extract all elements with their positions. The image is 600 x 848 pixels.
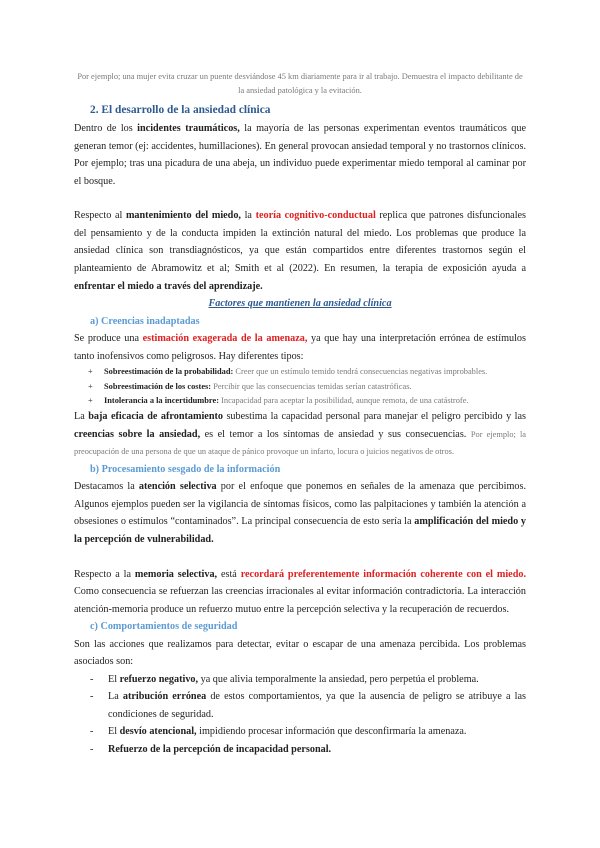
- plus-marker: +: [88, 395, 93, 405]
- subheading-biased-processing: b) Procesamiento sesgado de la información: [90, 463, 281, 475]
- intro-example-note: Por ejemplo; una mujer evita cruzar un puente desviándose 45 km diariamente para ir al trabajo. Demuestra el impacto debilitante de la ansiedad patológica y la evitación.: [77, 72, 523, 96]
- plus-marker: +: [88, 367, 93, 377]
- safety-problems-list: [74, 671, 526, 759]
- bold-term: atención selectiva: [138, 481, 217, 493]
- plus-marker: +: [88, 381, 93, 391]
- bold-term: enfrentar el miedo a través del aprendizaje.: [74, 280, 263, 292]
- list-item: + Sobreestimación de los costes: Percibir que las consecuencias temidas serían catastróficas.: [74, 380, 526, 394]
- list-item: - El desvío atencional, impidiendo procesar información que desconfirmaría la amenaza.: [74, 723, 526, 741]
- paragraph-fear-maintenance: Respecto al mantenimiento del miedo, la teoría cognitivo-conductual replica que patrones disfuncionales del pensamiento y de la conducta impiden la extinción natural del miedo. Los problemas que produce la ansiedad clínica son transdiagnósticos, ya que están compartidos entre diferentes trastornos según el planteamiento de Abramowitz et al; Smith et al (2022). En resumen, la terapia de exposición ayuda a enfrentar el miedo a través del aprendizaje.: [74, 210, 527, 292]
- page-content: [74, 70, 526, 759]
- list-item: + Sobreestimación de la probabilidad: Creer que un estímulo temido tendrá consecuencias negativas improbables.: [74, 365, 526, 379]
- paragraph-coping-efficacy: La baja eficacia de afrontamiento subestima la capacidad personal para manejar el peligro percibido y las creencias sobre la ansiedad, es el temor a los síntomas de ansiedad y sus consecuencias. Por ejemplo; la preocupación de una persona de que un ataque de pánico provoque un infarto, locura o juicios negativos de otros.: [74, 411, 527, 457]
- bold-term: mantenimiento del miedo,: [125, 210, 241, 222]
- paragraph-safety-behaviors: Son las acciones que realizamos para detectar, evitar o escapar de una amenaza percibida. Los problemas asociados son:: [74, 638, 526, 668]
- subheading-safety-behaviors: c) Comportamientos de seguridad: [90, 621, 238, 633]
- bold-term: baja eficacia de afrontamiento: [88, 411, 223, 423]
- paragraph-selective-attention: Destacamos la atención selectiva por el enfoque que ponemos en señales de la amenaza que percibimos. Algunos ejemplos pueden ser la vigilancia de síntomas físicos, como las palpitaciones y también la atención a obsesiones o estímulos “contaminados”. La principal consecuencia de esto sería la amplificación del miedo y la percepción de vulnerabilidad.: [74, 481, 527, 545]
- example-note: Por ejemplo; la preocupación de una persona de que un ataque de pánico provoque un infarto, locura o juicios negativos de otros.: [74, 429, 527, 457]
- dash-marker: -: [90, 726, 94, 738]
- bold-term: amplificación del miedo y la percepción de vulnerabilidad.: [74, 516, 526, 545]
- belief-types-list: [74, 365, 526, 408]
- paragraph-traumatic-incidents: Dentro de los incidentes traumáticos, la mayoría de las personas experimentan eventos traumáticos que generan temor (ej: accidentes, humillaciones). En general provocan ansiedad temporal y no trastornos clínicos. Por ejemplo; tras una picadura de una abeja, un individuo puede experimentar miedo temporal al caminar por el bosque.: [74, 123, 527, 187]
- list-item: - La atribución errónea de estos comportamientos, ya que la ausencia de peligro se atribuye a las condiciones de seguridad.: [74, 688, 526, 723]
- subheading-beliefs: a) Creencias inadaptadas: [90, 315, 200, 327]
- bold-term: incidentes traumáticos,: [137, 123, 240, 135]
- factors-title: Factores que mantienen la ansiedad clínica: [208, 298, 392, 310]
- highlight-term: estimación exagerada de la amenaza,: [142, 333, 308, 345]
- dash-marker: -: [90, 673, 94, 685]
- dash-marker: -: [90, 743, 94, 755]
- bold-term: creencias sobre la ansiedad,: [74, 428, 201, 440]
- list-item: + Intolerancia a la incertidumbre: Incapacidad para aceptar la posibilidad, aunque remota, de una catástrofe.: [74, 394, 526, 408]
- bold-term: memoria selectiva,: [134, 568, 218, 580]
- list-item: - El refuerzo negativo, ya que alivia temporalmente la ansiedad, pero perpetúa el problema.: [74, 671, 526, 689]
- paragraph-threat-estimation: Se produce una estimación exagerada de la amenaza, ya que hay una interpretación errónea de estímulos tanto inofensivos como peligrosos. Hay diferentes tipos:: [74, 333, 526, 362]
- dash-marker: -: [90, 691, 94, 703]
- highlight-term: teoría cognitivo-conductual: [255, 210, 376, 222]
- paragraph-selective-memory: Respecto a la memoria selectiva, está recordará preferentemente información coherente con el miedo. Como consecuencia se refuerzan las creencias irracionales al evitar información contradictoria. La interacción atención-memoria produce un refuerzo mutuo entre la percepción selectiva y la recuperación de recuerdos.: [74, 568, 526, 615]
- highlight-term: recordará preferentemente información coherente con el miedo.: [240, 568, 526, 580]
- list-item: - Refuerzo de la percepción de incapacidad personal.: [74, 741, 526, 759]
- section-heading: 2. El desarrollo de la ansiedad clínica: [90, 103, 271, 116]
